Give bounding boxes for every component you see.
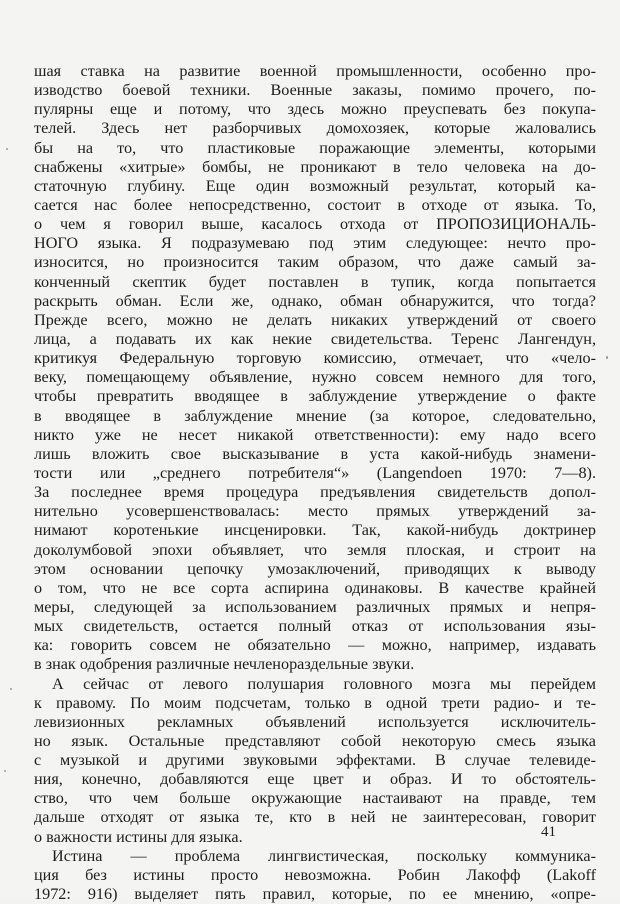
paragraph [34,847,596,904]
text-line: шая ставка на развитие военной промышленности, особенно про- [34,62,596,80]
text-line: левизионных рекламных объявлений используется исключитель- [34,712,596,731]
text-line: о том, что не все сорта аспирина одинаковы. В качестве крайней [34,578,596,597]
text-line: в вводящее в заблуждение мнение (за которое, следовательно, [34,406,596,425]
text-line: о важности истины для языка. [34,827,243,846]
text-line: никто уже не несет никакой ответственности): ему надо всего [34,425,596,444]
text-line: доколумбовой эпохи объявляет, что земля плоская, и строит на [34,540,596,559]
text-line: нительно усовершенствовалась: место прямых утверждений за- [34,502,596,521]
print-speck [6,148,8,150]
text-line: НОГО языка. Я подразумеваю под этим следующее: нечто про- [34,234,596,253]
text-line: снабжены «хитрые» бомбы, не проникают в тело человека на до- [34,157,596,176]
text-line: нимают коротенькие инсценировки. Так, какой-нибудь доктринер [34,521,596,540]
text-line: веку, помещающему объявление, нужно совсем немного для того, [34,368,596,387]
text-line: дальше отходят от языка те, кто в ней не заинтересован, говорит [34,808,596,827]
text-line: конченный скептик будет поставлен в тупик, когда попытается [34,272,596,291]
text-line: лица, а подавать их как некие свидетельства. Теренс Лангендун, [34,329,596,348]
body-text [34,62,596,904]
text-line: ка: говорить совсем не обязательно — можно, например, издавать [34,636,596,655]
paragraph [34,62,596,675]
text-line: Истина — проблема лингвистическая, поскольку коммуника- [52,846,596,865]
text-line: тости или „среднего потребителя“» (Langendoen 1970: 7—8). [34,463,596,482]
text-line: бы на то, что пластиковые поражающие элементы, которыми [34,138,596,157]
text-line: Прежде всего, можно не делать никаких утверждений от своего [34,310,596,329]
text-line: о чем я говорил выше, касалось отхода от ПРОПОЗИЦИОНАЛЬ- [34,215,596,234]
text-line: меры, следующей за использованием различных прямых и непря- [34,597,596,616]
text-line: раскрыть обман. Если же, однако, обман обнаружится, что тогда? [34,291,596,310]
text-line: изводство боевой техники. Военные заказы, помимо прочего, по- [34,81,596,100]
text-line: с музыкой и другими звуковыми эффектами. В случае телевиде- [34,751,596,770]
text-line: статочную глубину. Еще один возможный результат, который ка- [34,176,596,195]
print-speck [4,770,6,772]
text-line: лишь вложить свое высказывание в уста какой-нибудь знамени- [34,444,596,463]
text-line: ство, что чем больше окружающие настаивают на правде, тем [34,789,596,808]
text-line: в знак одобрения различные нечленораздельные звуки. [34,655,415,674]
text-line: этом основании цепочку умозаключений, приводящих к выводу [34,559,596,578]
text-line: критикуя Федеральную торговую комиссию, отмечает, что «чело- [34,349,596,368]
text-line: телей. Здесь нет разборчивых домохозяек, которые жаловались [34,119,596,138]
text-line: ния, конечно, добавляются еще цвет и образ. И то обстоятель- [34,770,596,789]
text-line: к правому. По моим подсчетам, только в одной трети радио- и те- [34,693,596,712]
text-line: За последнее время процедура предъявления свидетельств допол- [34,483,596,502]
text-line: 1972: 916) выделяет пять правил, которые, по ее мнению, «опре- [34,885,596,904]
print-speck [10,688,12,690]
text-line: износится, но произносится таким образом, что даже самый за- [34,253,596,272]
text-line: мых свидетельств, остается полный отказ от использования язы- [34,617,596,636]
text-line: А сейчас от левого полушария головного мозга мы перейдем [52,674,596,693]
page-number: 41 [541,824,556,840]
print-speck [606,356,608,359]
text-line: но язык. Остальные представляют собой некоторую смесь языка [34,731,596,750]
text-line: сается нас более непосредственно, состоит в отходе от языка. То, [34,195,596,214]
text-line: чтобы превратить вводящее в заблуждение утверждение о факте [34,387,596,406]
text-line: пулярны еще и потому, что здесь можно преуспевать без покупа- [34,100,596,119]
paragraph [34,675,596,847]
text-line: ция без истины просто невозможна. Робин Лакофф (Lakoff [34,865,596,884]
